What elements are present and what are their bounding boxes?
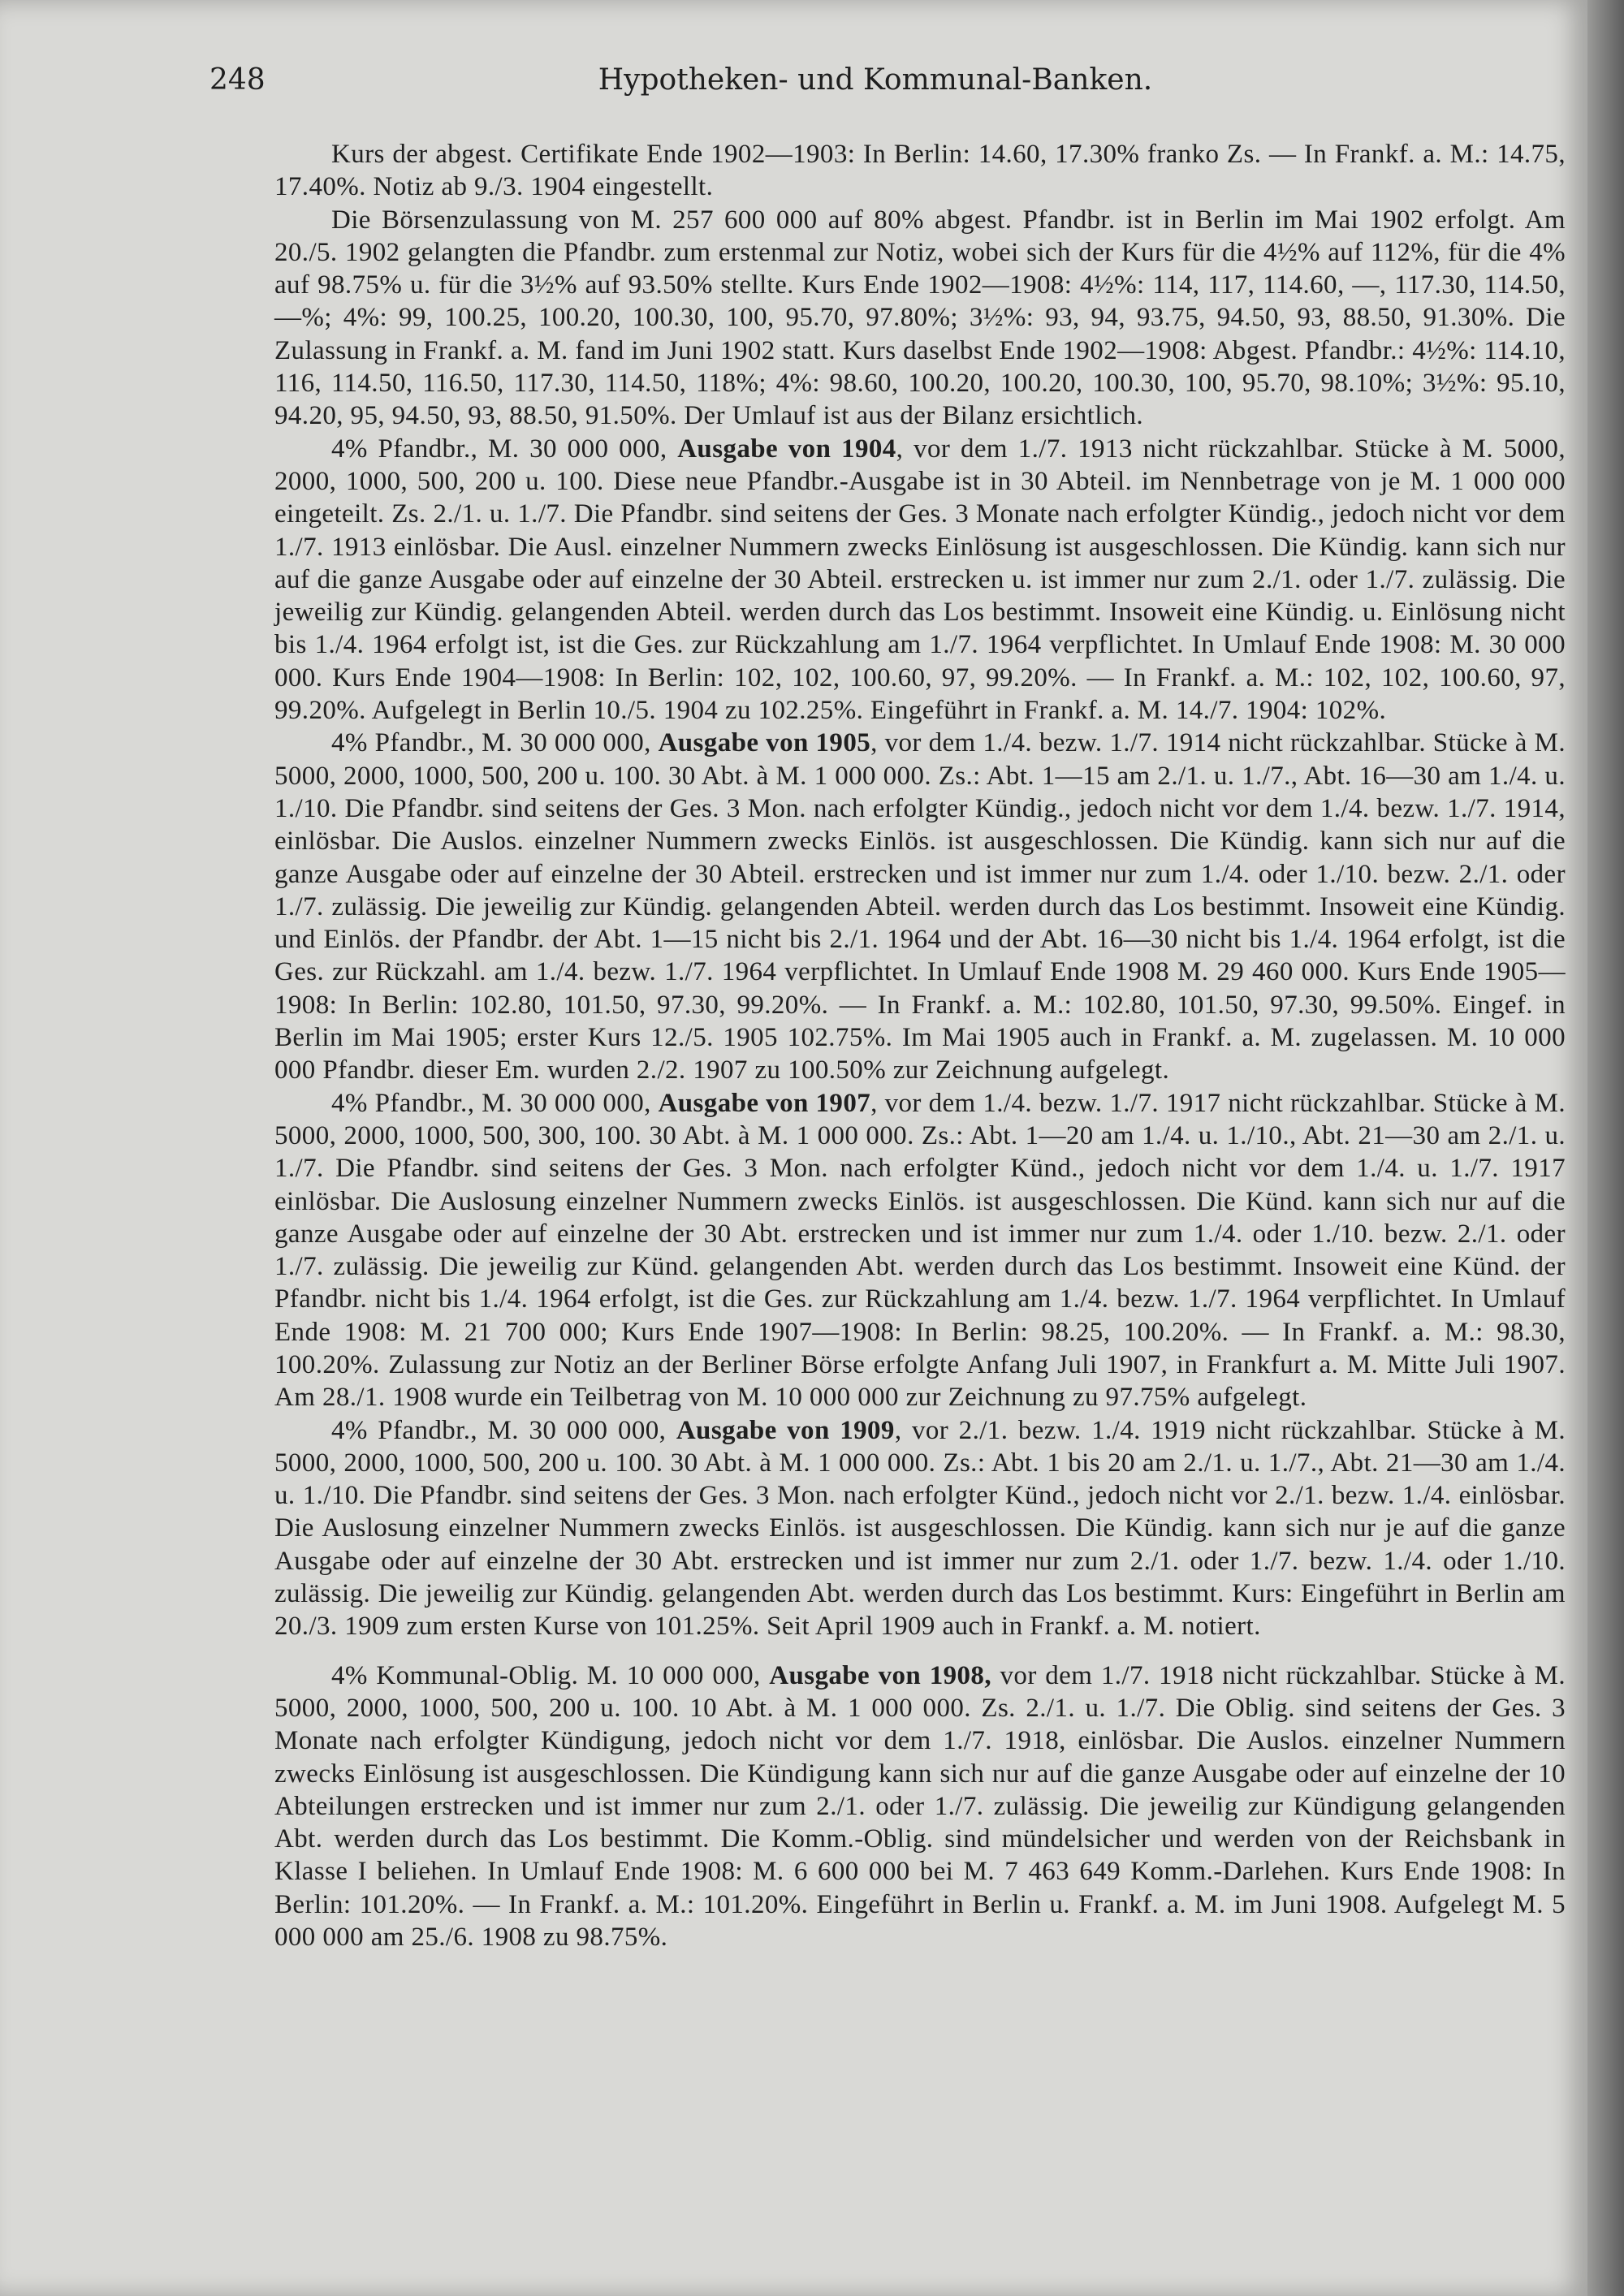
issue-heading: Ausgabe von 1904 bbox=[677, 434, 896, 464]
paragraph-municipal-bonds-1908: 4% Kommunal-Oblig. M. 10 000 000, Ausgabe von 1908, vor dem 1./7. 1918 nicht rückzahlbar. Stücke à M. 5000, 2000, 1000, 500, 200 u. 100. 10 Abt. à M. 1 000 000. Zs. 2./1. u. 1./7. Die Oblig. sind seitens der Ges. 3 Monate nach erfolgter Kündigung, jedoch nicht vor dem 1./7. 1918, einlösbar. Die Auslos. einzelner Nummern zwecks Einlösung ist ausgeschlossen. Die Kündigung kann sich nur auf die ganze Ausgabe oder auf einzelne der 10 Abteilungen erstrecken und ist immer nur zum 2./1. oder 1./7. zulässig. Die jeweilig zur Kündigung gelangenden Abt. werden durch das Los bestimmt. Die Komm.-Oblig. sind mündelsicher und werden von der Reichsbank in Klasse I beliehen. In Umlauf Ende 1908: M. 6 600 000 bei M. 7 463 649 Komm.-Darlehen. Kurs Ende 1908: In Berlin: 101.20%. — In Frankf. a. M.: 101.20%. Eingeführt in Berlin u. Frankf. a. M. im Juni 1908. Aufgelegt M. 5 000 000 am 25./6. 1908 zu 98.75%. bbox=[274, 1660, 1566, 1953]
page-edge-shadow bbox=[1587, 0, 1624, 2296]
issue-heading: Ausgabe von 1908, bbox=[769, 1660, 991, 1690]
paragraph-certificate-prices: Kurs der abgest. Certifikate Ende 1902—1903: In Berlin: 14.60, 17.30% franko Zs. — In Frankf. a. M.: 14.75, 17.40%. Notiz ab 9./3. 1904 eingestellt. bbox=[274, 140, 1566, 202]
page-number: 248 bbox=[209, 63, 266, 97]
paragraph-issue-1909: 4% Pfandbr., M. 30 000 000, Ausgabe von 1909, vor 2./1. bezw. 1./4. 1919 nicht rückzahlbar. Stücke à M. 5000, 2000, 1000, 500, 200 u. 100. 30 Abt. à M. 1 000 000. Zs.: Abt. 1 bis 20 am 2./1. u. 1./7., Abt. 21—30 am 1./4. u. 1./10. Die Pfandbr. sind seitens der Ges. 3 Mon. nach erfolgter Künd., jedoch nicht vor 2./1. bezw. 1./4. einlösbar. Die Auslosung einzelner Nummern zwecks Einlös. ist ausgeschlossen. Die Kündig. kann sich nur je auf die ganze Ausgabe oder auf einzelne der 30 Abt. erstrecken und ist immer nur zum 2./1. oder 1./7. bezw. 1./4. oder 1./10. zulässig. Die jeweilig zur Kündig. gelangenden Abt. werden durch das Los bestimmt. Kurs: Eingeführt in Berlin am 20./3. 1909 zum ersten Kurse von 101.25%. Seit April 1909 auch in Frankf. a. M. notiert. bbox=[274, 1415, 1566, 1642]
body-text bbox=[274, 138, 1566, 1953]
paragraph-issue-1905: 4% Pfandbr., M. 30 000 000, Ausgabe von 1905, vor dem 1./4. bezw. 1./7. 1914 nicht rückzahlbar. Stücke à M. 5000, 2000, 1000, 500, 200 u. 100. 30 Abt. à M. 1 000 000. Zs.: Abt. 1—15 am 2./1. u. 1./7., Abt. 16—30 am 1./4. u. 1./10. Die Pfandbr. sind seitens der Ges. 3 Mon. nach erfolgter Kündig., jedoch nicht vor dem 1./4. bezw. 1./7. 1914, einlösbar. Die Auslos. einzelner Nummern zwecks Einlös. ist ausgeschlossen. Die Kündig. kann sich nur auf die ganze Ausgabe oder auf einzelne der 30 Abteil. erstrecken und ist immer nur zum 1./4. oder 1./10. bezw. 2./1. oder 1./7. zulässig. Die jeweilig zur Kündig. gelangenden Abteil. werden durch das Los bestimmt. Insoweit eine Kündig. und Einlös. der Pfandbr. der Abt. 1—15 nicht bis 2./1. 1964 und der Abt. 16—30 nicht bis 1./4. 1964 erfolgt, ist die Ges. zur Rückzahl. am 1./4. bezw. 1./7. 1964 verpflichtet. In Umlauf Ende 1908 M. 29 460 000. Kurs Ende 1905—1908: In Berlin: 102.80, 101.50, 97.30, 99.20%. — In Frankf. a. M.: 102.80, 101.50, 97.30, 99.50%. Eingef. in Berlin im Mai 1905; erster Kurs 12./5. 1905 102.75%. Im Mai 1905 auch in Frankf. a. M. zugelassen. M. 10 000 000 Pfandbr. dieser Em. wurden 2./2. 1907 zu 100.50% zur Zeichnung aufgelegt. bbox=[274, 728, 1566, 1085]
issue-heading: Ausgabe von 1905 bbox=[658, 728, 871, 758]
paragraph-issue-1904: 4% Pfandbr., M. 30 000 000, Ausgabe von 1904, vor dem 1./7. 1913 nicht rückzahlbar. Stücke à M. 5000, 2000, 1000, 500, 200 u. 100. Diese neue Pfandbr.-Ausgabe ist in 30 Abteil. im Nennbetrage von je M. 1 000 000 eingeteilt. Zs. 2./1. u. 1./7. Die Pfandbr. sind seitens der Ges. 3 Monate nach erfolgter Kündig., jedoch nicht vor dem 1./7. 1913 einlösbar. Die Ausl. einzelner Nummern zwecks Einlösung ist ausgeschlossen. Die Kündig. kann sich nur auf die ganze Ausgabe oder auf einzelne der 30 Abteil. erstrecken u. ist immer nur zum 2./1. oder 1./7. zulässig. Die jeweilig zur Kündig. gelangenden Abteil. werden durch das Los bestimmt. Insoweit eine Kündig. u. Einlösung nicht bis 1./4. 1964 erfolgt ist, ist die Ges. zur Rückzahlung am 1./7. 1964 verpflichtet. In Umlauf Ende 1908: M. 30 000 000. Kurs Ende 1904—1908: In Berlin: 102, 102, 100.60, 97, 99.20%. — In Frankf. a. M.: 102, 102, 100.60, 97, 99.20%. Aufgelegt in Berlin 10./5. 1904 zu 102.25%. Eingeführt in Frankf. a. M. 14./7. 1904: 102%. bbox=[274, 434, 1566, 726]
running-title: Hypotheken- und Kommunal-Banken. bbox=[598, 63, 1153, 97]
issue-heading: Ausgabe von 1907 bbox=[658, 1088, 871, 1118]
issue-heading: Ausgabe von 1909 bbox=[676, 1415, 895, 1445]
paragraph-stock-exchange-admission: Die Börsenzulassung von M. 257 600 000 auf 80% abgest. Pfandbr. ist in Berlin im Mai 1902 erfolgt. Am 20./5. 1902 gelangten die Pfandbr. zum erstenmal zur Notiz, wobei sich der Kurs für die 4½% auf 112%, für die 4% auf 98.75% u. für die 3½% auf 93.50% stellte. Kurs Ende 1902—1908: 4½%: 114, 117, 114.60, —, 117.30, 114.50, —%; 4%: 99, 100.25, 100.20, 100.30, 100, 95.70, 97.80%; 3½%: 93, 94, 93.75, 94.50, 93, 88.50, 91.30%. Die Zulassung in Frankf. a. M. fand im Juni 1902 statt. Kurs daselbst Ende 1902—1908: Abgest. Pfandbr.: 4½%: 114.10, 116, 114.50, 116.50, 117.30, 114.50, 118%; 4%: 98.60, 100.20, 100.20, 100.30, 100, 95.70, 98.10%; 3½%: 95.10, 94.20, 95, 94.50, 93, 88.50, 91.50%. Der Umlauf ist aus der Bilanz ersichtlich. bbox=[274, 205, 1566, 431]
page-header bbox=[209, 63, 1541, 104]
paragraph-issue-1907: 4% Pfandbr., M. 30 000 000, Ausgabe von 1907, vor dem 1./4. bezw. 1./7. 1917 nicht rückzahlbar. Stücke à M. 5000, 2000, 1000, 500, 300, 100. 30 Abt. à M. 1 000 000. Zs.: Abt. 1—20 am 1./4. u. 1./10., Abt. 21—30 am 2./1. u. 1./7. Die Pfandbr. sind seitens der Ges. 3 Mon. nach erfolgter Künd., jedoch nicht vor dem 1./4. u. 1./7. 1917 einlösbar. Die Auslosung einzelner Nummern zwecks Einlös. ist ausgeschlossen. Die Künd. kann sich nur auf die ganze Ausgabe oder auf einzelne der 30 Abt. erstrecken und ist immer nur zum 1./4. oder 1./10. bezw. 2./1. oder 1./7. zulässig. Die jeweilig zur Künd. gelangenden Abt. werden durch das Los bestimmt. Insoweit eine Künd. der Pfandbr. nicht bis 1./4. 1964 erfolgt, ist die Ges. zur Rückzahlung am 1./4. bezw. 1./7. 1964 verpflichtet. In Umlauf Ende 1908: M. 21 700 000; Kurs Ende 1907—1908: In Berlin: 98.25, 100.20%. — In Frankf. a. M.: 98.30, 100.20%. Zulassung zur Notiz an der Berliner Börse erfolgte Anfang Juli 1907, in Frankfurt a. M. Mitte Juli 1907. Am 28./1. 1908 wurde ein Teilbetrag von M. 10 000 000 zur Zeichnung zu 97.75% aufgelegt. bbox=[274, 1088, 1566, 1413]
